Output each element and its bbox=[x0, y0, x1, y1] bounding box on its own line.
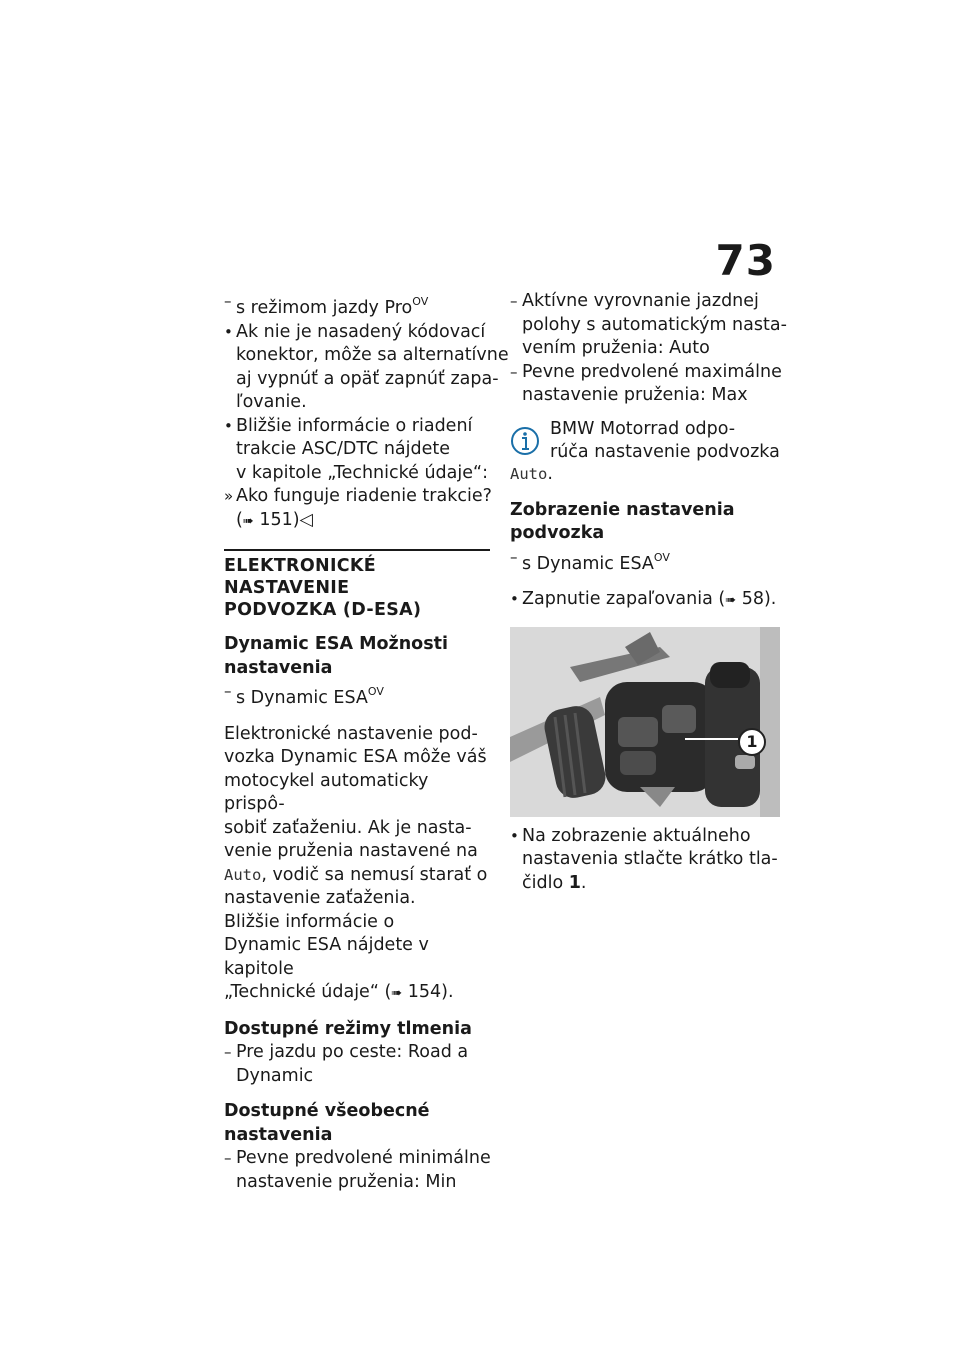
item-text: ). bbox=[763, 589, 777, 609]
dash-marker: – bbox=[224, 1043, 232, 1061]
item-text: trakcie ASC/DTC nájdete bbox=[236, 439, 451, 459]
section-heading bbox=[224, 549, 490, 621]
text-line: , vodič sa nemusí starať o bbox=[261, 864, 488, 885]
text-line: BMW Motorrad odpo- bbox=[550, 418, 736, 439]
subheading bbox=[510, 499, 782, 546]
list-item bbox=[510, 290, 782, 314]
list-item bbox=[224, 1147, 490, 1171]
bullet-marker: • bbox=[510, 590, 519, 608]
handlebar-switch-illustration bbox=[510, 627, 780, 817]
dash-marker: – bbox=[224, 292, 232, 310]
handlebar-switch-figure bbox=[510, 627, 780, 817]
item-text: konektor, môže sa alternatívne bbox=[236, 345, 509, 365]
item-text: Bližšie informácie o riadení bbox=[236, 415, 473, 436]
bullet-marker: • bbox=[510, 826, 519, 845]
superscript: OV bbox=[367, 685, 384, 698]
item-text: nastavenie pruženia: Max bbox=[522, 385, 748, 405]
item-text: nastavenie pruženia: Min bbox=[236, 1171, 457, 1192]
text-line: Dynamic ESA nájdete v kapitole bbox=[224, 935, 429, 979]
text-line: . bbox=[547, 464, 553, 484]
page-reference[interactable]: (➠ 151)◁ bbox=[236, 509, 314, 530]
ref-page: 58 bbox=[741, 589, 764, 609]
text-line: nastavenie zaťaženia. bbox=[224, 888, 416, 908]
list-item bbox=[224, 485, 490, 509]
heading-line: Dynamic ESA Možnosti bbox=[224, 634, 448, 654]
chevron-marker: » bbox=[224, 487, 234, 505]
dash-marker: – bbox=[224, 682, 232, 700]
item-text: nastavenia stlačte krátko tla- bbox=[522, 849, 778, 869]
heading-line: Dostupné všeobecné bbox=[224, 1101, 430, 1121]
heading-line: nastavenia bbox=[224, 657, 333, 678]
arrow-right-icon: ➠ bbox=[242, 513, 254, 529]
callout-label: 1 bbox=[738, 728, 766, 756]
item-text: Aktívne vyrovnanie jazdnej bbox=[522, 291, 759, 311]
subheading bbox=[224, 633, 490, 680]
paragraph bbox=[224, 723, 490, 911]
item-text: polohy s automatickým nasta- bbox=[522, 314, 787, 335]
item-text: Dynamic bbox=[236, 1065, 314, 1086]
subheading: Dostupné režimy tlmenia bbox=[224, 1018, 472, 1039]
list-item bbox=[224, 1041, 490, 1065]
text-line: vozka Dynamic ESA môže váš bbox=[224, 747, 487, 767]
item-text: . bbox=[580, 872, 587, 893]
list-item bbox=[224, 321, 490, 345]
right-column bbox=[510, 290, 787, 895]
info-note bbox=[510, 418, 782, 466]
item-text: Pevne predvolené minimálne bbox=[236, 1148, 491, 1168]
left-column bbox=[224, 290, 509, 1194]
end-mark-icon: ◁ bbox=[299, 509, 314, 530]
list-item bbox=[224, 680, 490, 711]
callout-reference: 1 bbox=[568, 872, 581, 893]
heading-line: podvozka bbox=[510, 523, 605, 543]
item-text: aj vypnúť a opäť zapnúť zapa- bbox=[236, 368, 499, 389]
text-line: ). bbox=[441, 982, 454, 1002]
text-line: venie pruženia nastavené na bbox=[224, 841, 478, 861]
item-text: vením pruženia: Auto bbox=[522, 338, 710, 358]
text-line: „Technické údaje“ ( bbox=[224, 982, 392, 1002]
item-text: s Dynamic ESA bbox=[236, 688, 368, 708]
item-text: v kapitole „Technické údaje“: bbox=[236, 462, 488, 483]
item-text: s Dynamic ESA bbox=[522, 553, 654, 574]
item-text: Pevne predvolené maximálne bbox=[522, 361, 782, 382]
page-number: 73 bbox=[715, 236, 776, 285]
item-text: čidlo bbox=[522, 872, 569, 893]
item-text: Ako funguje riadenie trakcie? bbox=[236, 486, 492, 506]
superscript: OV bbox=[412, 295, 429, 308]
list-item bbox=[510, 546, 782, 577]
info-icon bbox=[510, 418, 550, 466]
item-text: s režimom jazdy Pro bbox=[236, 298, 413, 318]
list-item bbox=[510, 825, 782, 849]
heading-line: PODVOZKA (D-ESA) bbox=[224, 600, 422, 620]
display-value: Auto bbox=[224, 865, 262, 884]
text-line: motocykel automaticky prispô- bbox=[224, 770, 429, 814]
text-line: rúča nastavenie podvozka bbox=[550, 442, 780, 462]
ref-page: 151 bbox=[259, 509, 293, 530]
bullet-marker: • bbox=[224, 322, 233, 341]
superscript: OV bbox=[653, 550, 670, 564]
list-item bbox=[224, 415, 490, 439]
dash-marker: – bbox=[224, 1149, 232, 1167]
ref-page: 154 bbox=[407, 982, 442, 1002]
item-text: Na zobrazenie aktuálneho bbox=[522, 825, 751, 846]
item-text: Ak nie je nasadený kódovací bbox=[236, 321, 486, 342]
item-text: Zapnutie zapaľovania ( bbox=[522, 589, 726, 609]
item-text: Pre jazdu po ceste: Road a bbox=[236, 1042, 469, 1062]
paragraph bbox=[224, 911, 490, 1006]
dash-marker: – bbox=[510, 292, 518, 310]
dash-marker: – bbox=[510, 362, 518, 381]
text-line: Elektronické nastavenie pod- bbox=[224, 723, 478, 744]
dash-marker: – bbox=[510, 547, 518, 566]
arrow-right-icon: ➠ bbox=[391, 986, 403, 1001]
subheading bbox=[224, 1100, 490, 1147]
heading-line: ELEKTRONICKÉ NASTAVENIE bbox=[224, 556, 377, 598]
list-item bbox=[224, 290, 490, 321]
list-item bbox=[510, 588, 782, 613]
page-reference[interactable] bbox=[391, 982, 441, 1002]
heading-line: Zobrazenie nastavenia bbox=[510, 499, 735, 520]
bullet-marker: • bbox=[224, 416, 233, 435]
heading-line: nastavenia bbox=[224, 1124, 333, 1145]
text-line: Bližšie informácie o bbox=[224, 911, 395, 932]
arrow-right-icon: ➠ bbox=[725, 593, 737, 608]
item-text: ľovanie. bbox=[236, 392, 307, 412]
text-line: sobiť zaťaženiu. Ak je nasta- bbox=[224, 817, 472, 838]
display-value: Auto bbox=[510, 465, 548, 483]
list-item bbox=[510, 361, 782, 385]
page-reference[interactable] bbox=[725, 589, 764, 609]
